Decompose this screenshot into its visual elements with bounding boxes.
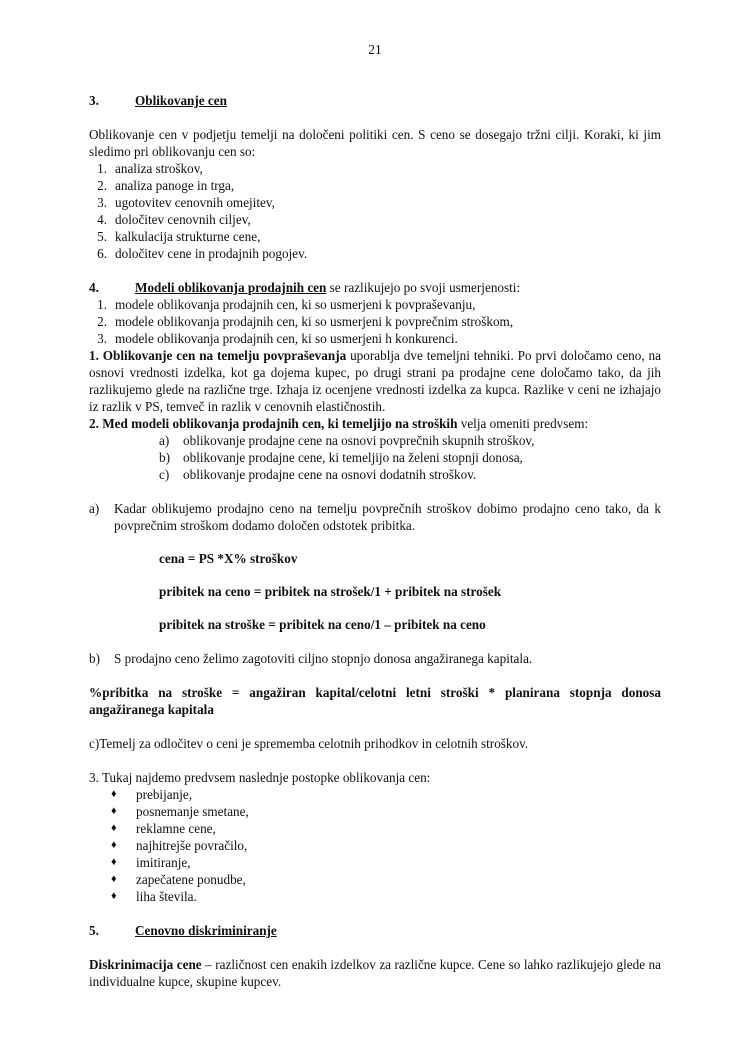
- pricing-models-list: [89, 296, 661, 347]
- list-item: ♦ reklamne cene,: [111, 821, 216, 836]
- diamond-bullet-icon: ♦: [111, 788, 117, 800]
- list-item: c) oblikovanje prodajne cene na osnovi dodatnih stroškov.: [159, 467, 477, 482]
- demand-pricing-paragraph: 1. Oblikovanje cen na temelju povpraševanja uporablja dve temeljni tehniki. Po prvi določamo ceno, na osnovi vrednosti izdelka, kot ga dojema kupec, po drugi strani pa prodajne cene določamo tako, da jih razlikujemo glede na različne trge. Izhaja iz ocenjene vrednosti izdelka za kupca. Razlike v ceni ne izhajajo iz razlik v PS, temveč in razlik v cenovnih elastičnostih.: [89, 348, 661, 414]
- section-number: 5.: [89, 923, 99, 938]
- incremental-cost-paragraph: c)Temelj za odločitev o ceni je sprememba celotnih prihodkov in celotnih stroškov.: [89, 736, 529, 751]
- pricing-steps-list: [89, 160, 661, 262]
- list-item: b) oblikovanje prodajne cene, ki temeljijo na želeni stopnji donosa,: [159, 450, 523, 465]
- list-item: 3. ugotovitev cenovnih omejitev,: [97, 195, 275, 210]
- list-item: 6. določitev cene in prodajnih pogojev.: [97, 246, 308, 261]
- list-item: ♦ imitiranje,: [111, 855, 191, 870]
- procedures-list: [89, 786, 661, 905]
- section-4-heading: [89, 279, 661, 296]
- section-title-rest: se razlikujejo po svoji usmerjenosti:: [326, 280, 521, 295]
- formula-price: cena = PS *X% stroškov: [159, 551, 298, 566]
- formula-markup-on-price: pribitek na ceno = pribitek na strošek/1 + pribitek na strošek: [159, 584, 502, 599]
- cost-pricing-paragraph: 2. Med modeli oblikovanja prodajnih cen, ki temeljijo na stroških velja omeniti predvsem:: [89, 416, 589, 431]
- document-body: [89, 92, 661, 990]
- list-item: 4. določitev cenovnih ciljev,: [97, 212, 251, 227]
- section-number: 3.: [89, 93, 99, 108]
- diamond-bullet-icon: ♦: [111, 822, 117, 834]
- section-title: Cenovno diskriminiranje: [135, 923, 277, 938]
- section-number: 4.: [89, 280, 99, 295]
- list-item: ♦ liha števila.: [111, 889, 197, 904]
- procedures-intro: 3. Tukaj najdemo predvsem naslednje postopke oblikovanja cen:: [89, 770, 431, 785]
- diamond-bullet-icon: ♦: [111, 839, 117, 851]
- page-number: 21: [368, 42, 382, 57]
- diamond-bullet-icon: ♦: [111, 873, 117, 885]
- formula-markup-on-cost: pribitek na stroške = pribitek na ceno/1 – pribitek na ceno: [159, 617, 486, 632]
- average-cost-paragraph: a) Kadar oblikujemo prodajno ceno na temelju povprečnih stroškov dobimo prodajno ceno tako, da k povprečnim stroškom dodamo določen odstotek pribitka.: [89, 501, 661, 533]
- list-item: 2. analiza panoge in trga,: [97, 178, 235, 193]
- cost-models-list: [89, 432, 661, 483]
- formula-target-return: %pribitka na stroške = angažiran kapital/celotni letni stroški * planirana stopnja donosa angažiranega kapitala: [89, 685, 661, 717]
- section-3-heading: [89, 92, 661, 109]
- target-return-paragraph: b) S prodajno ceno želimo zagotoviti ciljno stopnjo donosa angažiranega kapitala.: [89, 651, 533, 666]
- diamond-bullet-icon: ♦: [111, 805, 117, 817]
- list-item: ♦ posnemanje smetane,: [111, 804, 249, 819]
- list-item: 1. analiza stroškov,: [97, 161, 203, 176]
- list-item: 2. modele oblikovanja prodajnih cen, ki so usmerjeni k povprečnim stroškom,: [97, 314, 514, 329]
- list-item: a) oblikovanje prodajne cene na osnovi povprečnih skupnih stroškov,: [159, 433, 535, 448]
- list-item: 3. modele oblikovanja prodajnih cen, ki so usmerjeni h konkurenci.: [97, 331, 458, 346]
- section-title: Oblikovanje cen: [135, 93, 227, 108]
- section-title: Modeli oblikovanja prodajnih cen: [135, 280, 327, 295]
- list-item: 1. modele oblikovanja prodajnih cen, ki so usmerjeni k povpraševanju,: [97, 297, 476, 312]
- list-item: ♦ najhitrejše povračilo,: [111, 838, 248, 853]
- list-item: ♦ prebijanje,: [111, 787, 193, 802]
- diamond-bullet-icon: ♦: [111, 856, 117, 868]
- list-item: ♦ zapečatene ponudbe,: [111, 872, 246, 887]
- diamond-bullet-icon: ♦: [111, 890, 117, 902]
- section-5-heading: [89, 922, 661, 939]
- section-3-intro: Oblikovanje cen v podjetju temelji na določeni politiki cen. S ceno se dosegajo tržni cilji. Koraki, ki jim sledimo pri oblikovanju cen so:: [89, 127, 661, 159]
- list-item: 5. kalkulacija strukturne cene,: [97, 229, 261, 244]
- price-discrimination-definition: Diskrinimacija cene – različnost cen enakih izdelkov za različne kupce. Cene so lahko razlikujejo glede na individualne kupce, skupine kupcev.: [89, 957, 661, 989]
